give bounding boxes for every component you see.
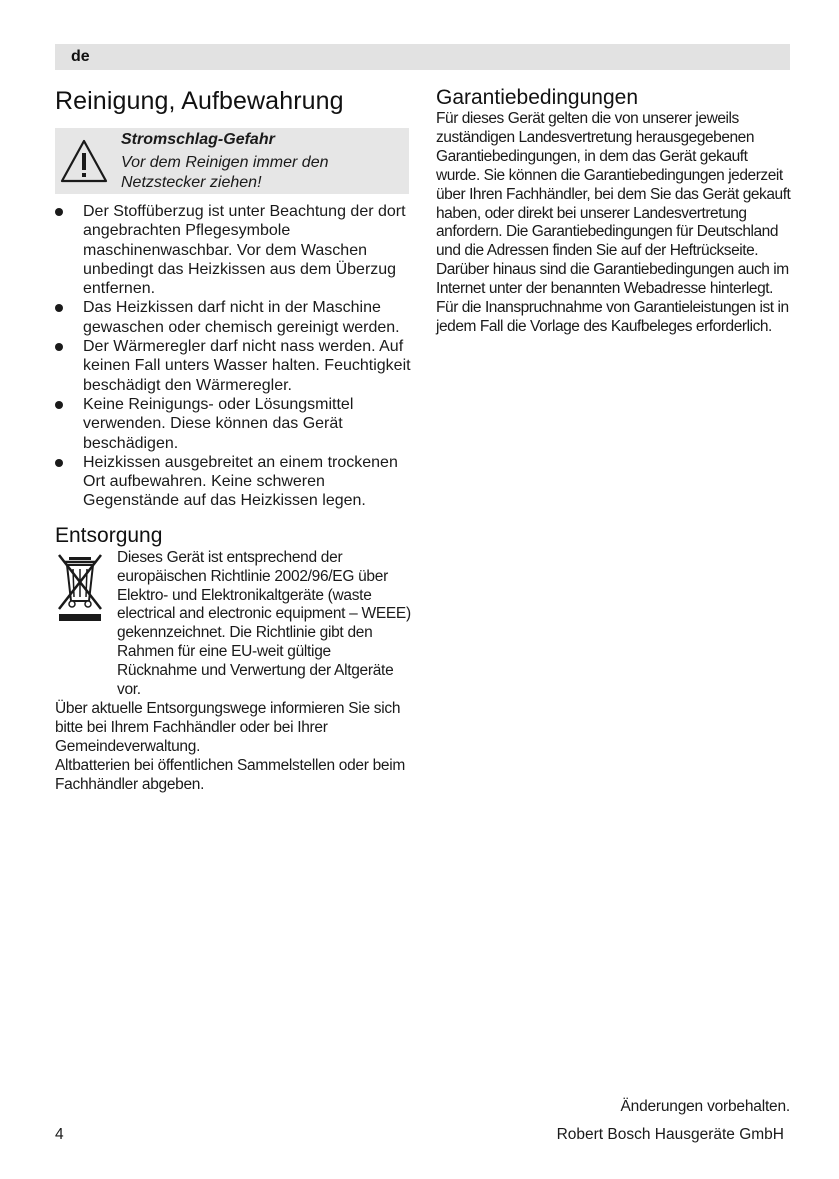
- list-item: Der Stoffüberzug ist unter Beachtung der dort angebrachten Pflegesymbole maschinenwaschbar. Vor dem Waschen unbedingt das Heizkissen aus dem Überzug entfernen.: [55, 202, 412, 298]
- warranty-text-2: Für die Inanspruchnahme von Garantieleistungen ist in jedem Fall die Vorlage des Kaufbeleges erforderlich.: [436, 299, 789, 335]
- list-item: Der Wärmeregler darf nicht nass werden. Auf keinen Fall unters Wasser halten. Feuchtigkeit beschädigt den Wärmeregler.: [55, 337, 412, 395]
- warning-box: [55, 128, 409, 194]
- battery-paragraph: Altbatterien bei öffentlichen Sammelstellen oder beim Fachhändler abgeben.: [55, 756, 405, 793]
- changes-note: Änderungen vorbehalten.: [620, 1098, 790, 1115]
- list-item: Das Heizkissen darf nicht in der Maschine gewaschen oder chemisch gereinigt werden.: [55, 298, 412, 337]
- language-label: de: [71, 48, 90, 65]
- list-item: Heizkissen ausgebreitet an einem trockenen Ort aufbewahren. Keine schweren Gegenstände auf das Heizkissen legen.: [55, 453, 412, 511]
- right-column: [436, 86, 792, 337]
- cleaning-list: [55, 202, 412, 511]
- page-number: 4: [55, 1126, 64, 1143]
- warning-text: Vor dem Reinigen immer den Netzstecker ziehen!: [121, 154, 329, 191]
- disposal-heading: Entsorgung: [55, 523, 163, 547]
- disposal-paragraph: Über aktuelle Entsorgungswege informieren Sie sich bitte bei Ihrem Fachhändler oder bei Ihrer Gemeindeverwaltung.: [55, 700, 401, 755]
- left-column: [55, 84, 412, 795]
- warranty-heading: Garantiebedingungen: [436, 86, 639, 109]
- warning-triangle-icon: [59, 138, 109, 184]
- cleaning-heading: Reinigung, Aufbewahrung: [55, 87, 344, 115]
- disposal-section: [55, 549, 412, 795]
- company-name: Robert Bosch Hausgeräte GmbH: [556, 1126, 784, 1143]
- warranty-text: Für dieses Gerät gelten die von unserer jeweils zuständigen Landesvertretung herausgegebenen Garantiebedingungen, in dem das Gerät gekauft wurde. Sie können die Garantiebedingungen jederzeit über Ihren Fachhändler, bei dem Sie das Gerät gekauft haben, oder direkt bei unserer Landesvertretung anfordern. Die Garantiebedingungen für Deutschland und die Adressen finden Sie auf der Heftrückseite. Darüber hinaus sind die Garantiebedingungen auch im Internet unter der benannten Webadresse hinterlegt.: [436, 110, 791, 298]
- weee-bin-icon: [55, 551, 105, 623]
- list-item: Keine Reinigungs- oder Lösungsmittel verwenden. Diese können das Gerät beschädigen.: [55, 395, 412, 453]
- language-bar: [55, 44, 790, 70]
- weee-text: Dieses Gerät ist entsprechend der europäischen Richtlinie 2002/96/EG über Elektro- und Elektronikaltgeräte (waste electrical and electronic equipment – WEEE) gekennzeichnet. Die Richtlinie gibt den Rahmen für eine EU-weit gültige Rücknahme und Verwertung der Altgeräte vor.: [117, 548, 411, 699]
- warning-title: Stromschlag-Gefahr: [121, 131, 275, 148]
